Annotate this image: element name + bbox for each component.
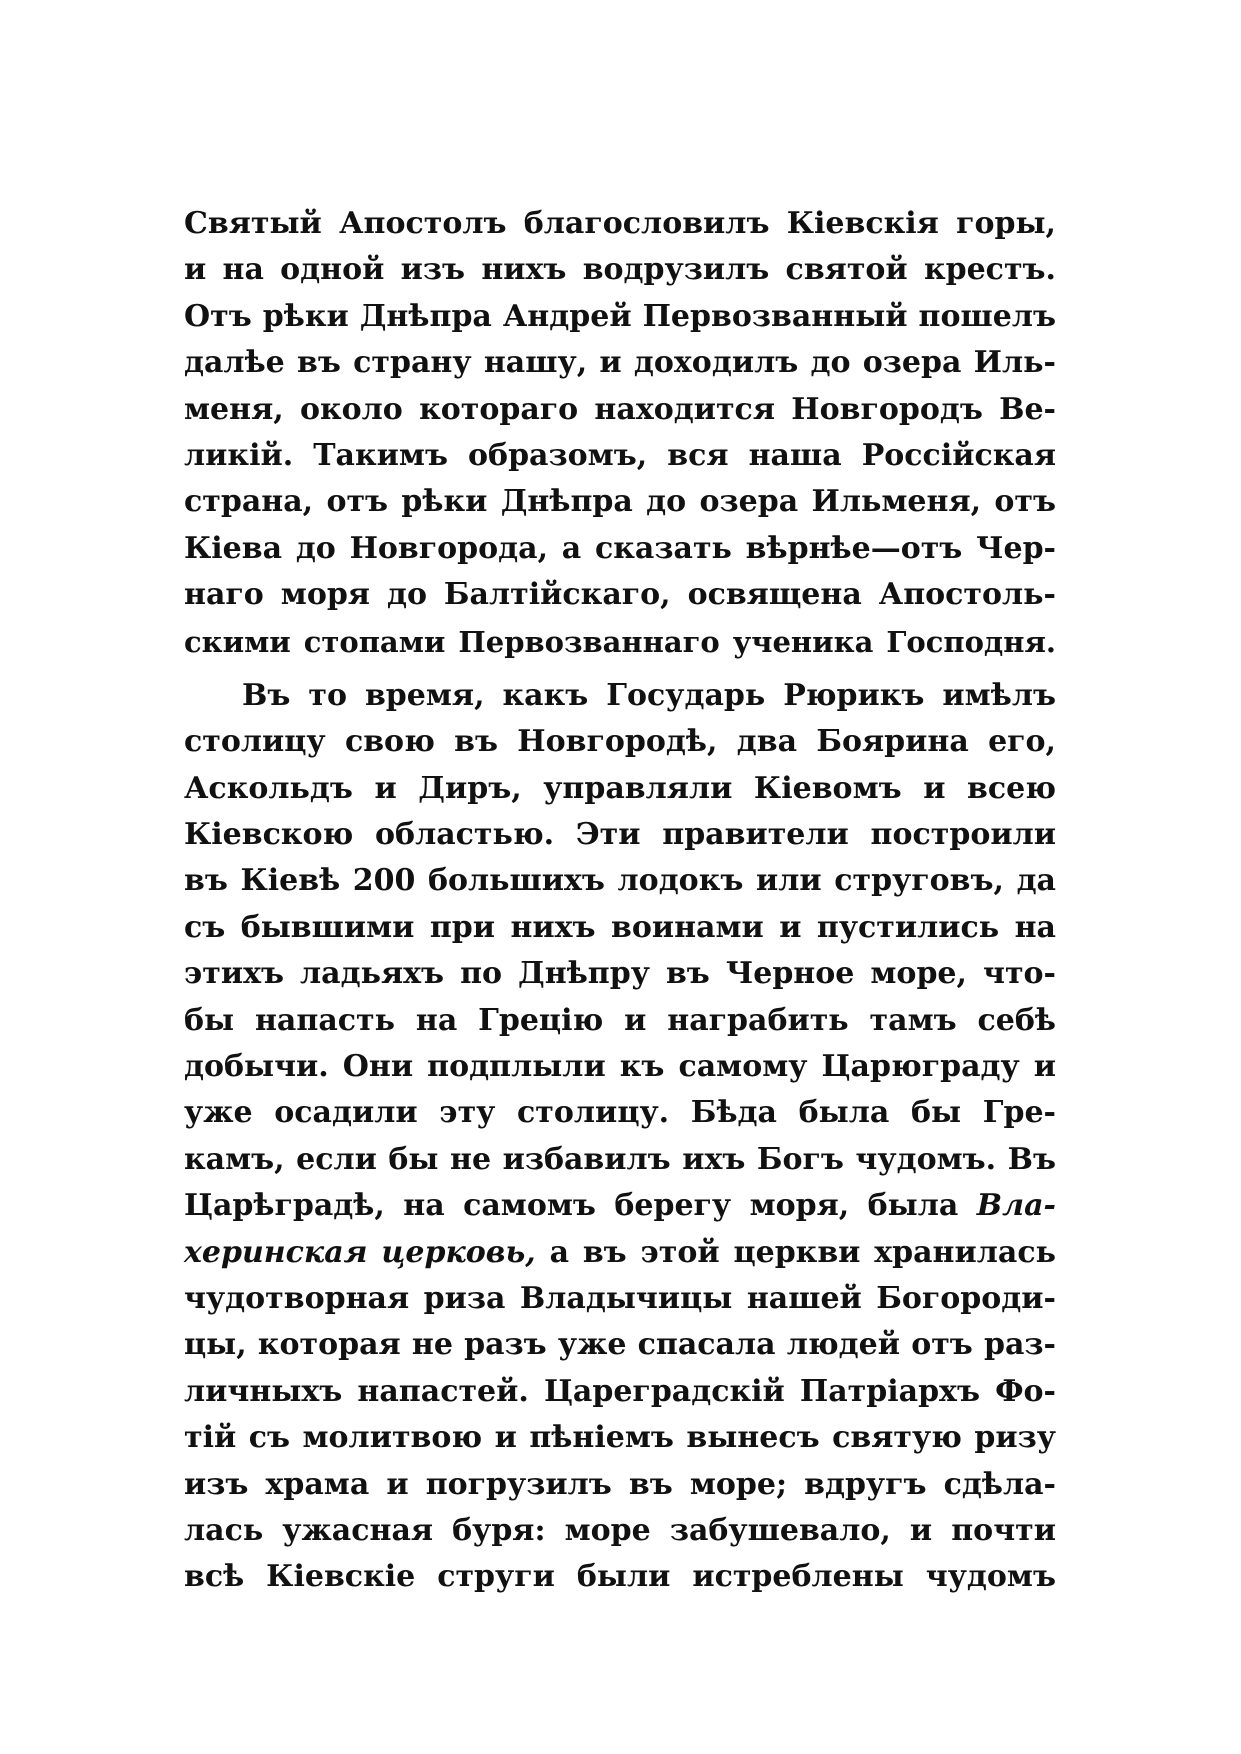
text-line-with-italic [184,1230,1056,1276]
body-text [184,201,1056,1601]
text-line: Кіева до Новгорода, а сказать вѣрнѣе—отъ Чер- [184,530,1056,566]
text-line: ликій. Такимъ образомъ, вся наша Россійская [184,437,1056,473]
text-line: Отъ рѣки Днѣпра Андрей Первозванный пошелъ [184,298,1056,334]
text-line: чудотворная риза Владычицы нашей Богороди- [184,1280,1056,1316]
text-line: изъ храма и погрузилъ въ море; вдругъ сдѣла- [184,1466,1056,1502]
text-segment: а въ этой церкви хранилась [535,1234,1056,1270]
text-line: камъ, если бы не избавилъ ихъ Богъ чудомъ. Въ [184,1141,1056,1177]
text-line: этихъ ладьяхъ по Днѣпру въ Черное море, что- [184,956,1056,992]
text-line: Кіевскою областью. Эти правители построили [184,817,1056,853]
paragraph-1 [184,201,1056,665]
text-line: Въ то время, какъ Государь Рюрикъ имѣлъ [242,677,1056,713]
text-line: цы, которая не разъ уже спасала людей отъ раз- [184,1327,1056,1363]
text-line: уже осадили эту столицу. Бѣда была бы Гре- [184,1095,1056,1131]
text-segment: Царѣградѣ, на самомъ берегу моря, была [184,1188,977,1224]
text-line: всѣ Кіевскіе струги были истреблены чудомъ [184,1559,1056,1595]
paragraph-2 [184,673,1056,1601]
paragraph-gap [184,665,1056,673]
text-line: и на одной изъ нихъ водрузилъ святой крестъ. [184,252,1056,288]
text-line: наго моря до Балтійскаго, освящена Апостоль- [184,577,1056,613]
text-line: тій съ молитвою и пѣніемъ вынесъ святую ризу [184,1420,1056,1456]
text-line: добычи. Они подплыли къ самому Царюграду и [184,1049,1056,1085]
text-line: скими стопами Первозваннаго ученика Господня. [184,624,1056,659]
text-line: далѣе въ страну нашу, и доходилъ до озера Иль- [184,345,1056,381]
text-line: съ бывшими при нихъ воинами и пустились на [184,909,1056,945]
text-line-with-italic [184,1183,1056,1229]
text-line: въ Кіевѣ 200 большихъ лодокъ или струговъ, да [184,863,1056,899]
text-line: личныхъ напастей. Цареградскій Патріархъ Фо- [184,1373,1056,1409]
text-line: бы напасть на Грецію и награбить тамъ себѣ [184,1002,1056,1038]
text-line: Аскольдъ и Диръ, управляли Кіевомъ и всею [184,770,1056,806]
text-line: столицу свою въ Новгородѣ, два Боярина его, [184,724,1056,760]
italic-segment: Вла- [976,1188,1056,1224]
text-line: лась ужасная буря: море забушевало, и почти [184,1512,1056,1548]
text-line: Святый Апостолъ благословилъ Кіевскія горы, [184,206,1056,241]
text-line: меня, около котораго находится Новгородъ Ве- [184,391,1056,427]
text-line: страна, отъ рѣки Днѣпра до озера Ильменя, отъ [184,484,1056,520]
italic-segment: херинская церковь, [184,1234,536,1270]
